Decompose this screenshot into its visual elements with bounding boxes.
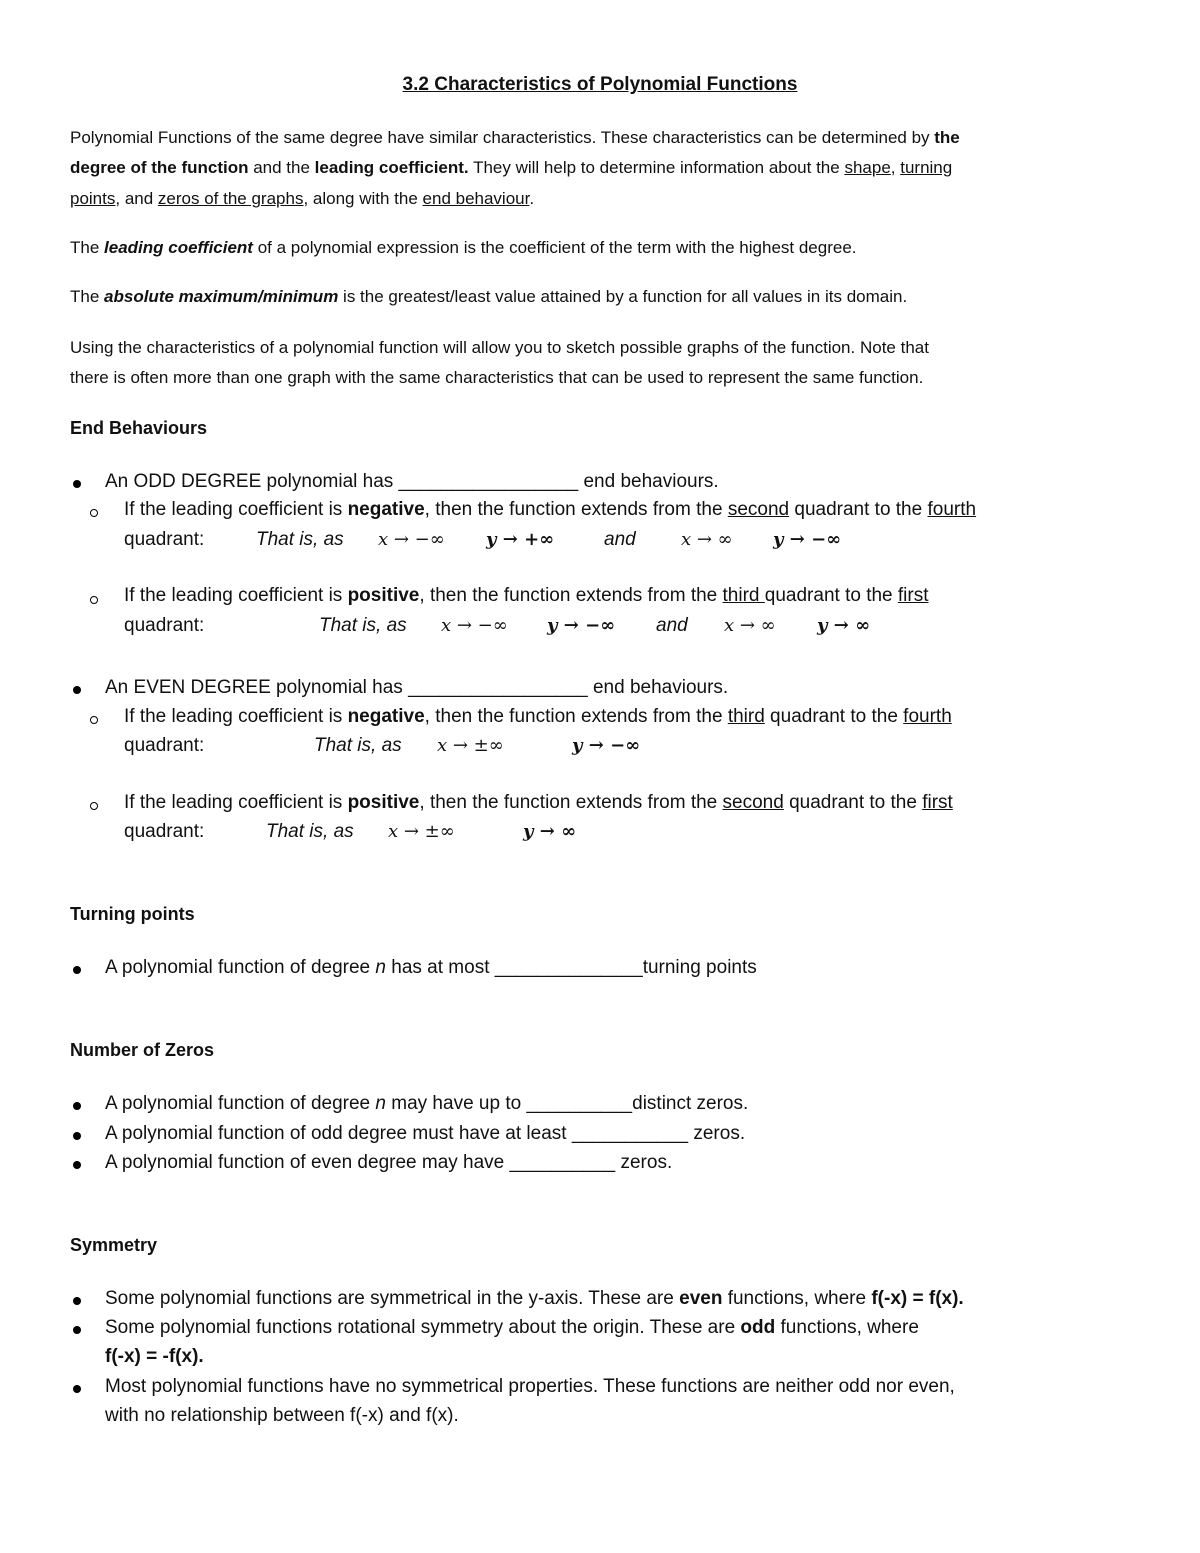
and-label: and	[656, 615, 688, 636]
math-x-limit: x → −∞	[441, 615, 508, 636]
bullet	[73, 966, 81, 974]
math-y-limit: y → ∞	[523, 821, 577, 842]
math-y-limit: y → −∞	[547, 615, 616, 636]
odd-degree-statement: An ODD DEGREE polynomial has _________________ end behaviours.	[105, 471, 719, 492]
turning-points-statement: A polynomial function of degree n has at most ______________turning points	[105, 957, 757, 978]
zeros-statement-3: A polynomial function of even degree may have __________ zeros.	[105, 1152, 673, 1173]
math-x-limit: x → −∞	[378, 529, 445, 550]
math-x-limit: x → ∞	[724, 615, 776, 636]
quadrant-label: quadrant:	[124, 615, 205, 636]
bullet	[73, 1102, 81, 1110]
that-is-label: That is, as	[266, 821, 354, 842]
turning-points-heading: Turning points	[70, 904, 195, 924]
leading-coefficient-definition: The leading coefficient of a polynomial expression is the coefficient of the term with the highest degree.	[70, 238, 857, 257]
intro-line-1: Polynomial Functions of the same degree have similar characteristics. These characteristics can be determined by the	[70, 128, 960, 147]
math-y-limit: y → −∞	[773, 529, 842, 550]
sub-bullet	[90, 596, 98, 604]
symmetry-statement-2-formula: f(-x) = -f(x).	[105, 1346, 204, 1367]
and-label: and	[604, 529, 636, 550]
bullet	[73, 1161, 81, 1169]
end-behaviours-heading: End Behaviours	[70, 418, 208, 438]
sub-bullet	[90, 509, 98, 517]
absolute-max-min-definition: The absolute maximum/minimum is the greatest/least value attained by a function for all values in its domain.	[70, 287, 908, 306]
that-is-label: That is, as	[319, 615, 407, 636]
even-positive-line: If the leading coefficient is positive, then the function extends from the second quadrant to the first	[124, 792, 953, 813]
math-x-limit: x → ∞	[681, 529, 733, 550]
even-negative-line: If the leading coefficient is negative, then the function extends from the third quadrant to the fourth	[124, 706, 952, 727]
quadrant-label: quadrant:	[124, 735, 205, 756]
sub-bullet	[90, 802, 98, 810]
math-y-limit: y → −∞	[572, 735, 641, 756]
symmetry-statement-1: Some polynomial functions are symmetrical in the y-axis. These are even functions, where f(-x) = f(x).	[105, 1288, 964, 1309]
symmetry-statement-3: Most polynomial functions have no symmetrical properties. These functions are neither odd nor even,	[105, 1376, 955, 1397]
intro-line-3: points, and zeros of the graphs, along with the end behaviour.	[70, 189, 535, 208]
math-y-limit: y → +∞	[486, 529, 555, 550]
symmetry-statement-3-cont: with no relationship between f(-x) and f(x).	[105, 1405, 459, 1426]
page-title: 3.2 Characteristics of Polynomial Functions	[402, 74, 798, 95]
sub-bullet	[90, 716, 98, 724]
math-x-limit: x → ±∞	[388, 821, 455, 842]
using-line-1: Using the characteristics of a polynomial function will allow you to sketch possible graphs of the function. Note that	[70, 338, 929, 357]
quadrant-label: quadrant:	[124, 529, 205, 550]
bullet	[73, 1326, 81, 1334]
that-is-label: That is, as	[314, 735, 402, 756]
intro-line-2: degree of the function and the leading coefficient. They will help to determine information about the shape, turning	[70, 158, 953, 177]
symmetry-statement-2: Some polynomial functions rotational symmetry about the origin. These are odd functions, where	[105, 1317, 919, 1338]
math-x-limit: x → ±∞	[437, 735, 504, 756]
bullet	[73, 1297, 81, 1305]
even-degree-statement: An EVEN DEGREE polynomial has _________________ end behaviours.	[105, 677, 729, 698]
number-of-zeros-heading: Number of Zeros	[70, 1040, 215, 1060]
that-is-label: That is, as	[256, 529, 344, 550]
math-y-limit: y → ∞	[817, 615, 871, 636]
symmetry-heading: Symmetry	[70, 1235, 158, 1255]
bullet	[73, 1385, 81, 1393]
using-line-2: there is often more than one graph with the same characteristics that can be used to represent the same function.	[70, 368, 924, 387]
odd-negative-line: If the leading coefficient is negative, then the function extends from the second quadrant to the fourth	[124, 499, 977, 520]
zeros-statement-1: A polynomial function of degree n may have up to __________distinct zeros.	[105, 1093, 749, 1114]
zeros-statement-2: A polynomial function of odd degree must have at least ___________ zeros.	[105, 1123, 746, 1144]
quadrant-label: quadrant:	[124, 821, 205, 842]
bullet	[73, 686, 81, 694]
odd-positive-line: If the leading coefficient is positive, then the function extends from the third quadrant to the first	[124, 585, 929, 606]
bullet	[73, 480, 81, 488]
bullet	[73, 1132, 81, 1140]
